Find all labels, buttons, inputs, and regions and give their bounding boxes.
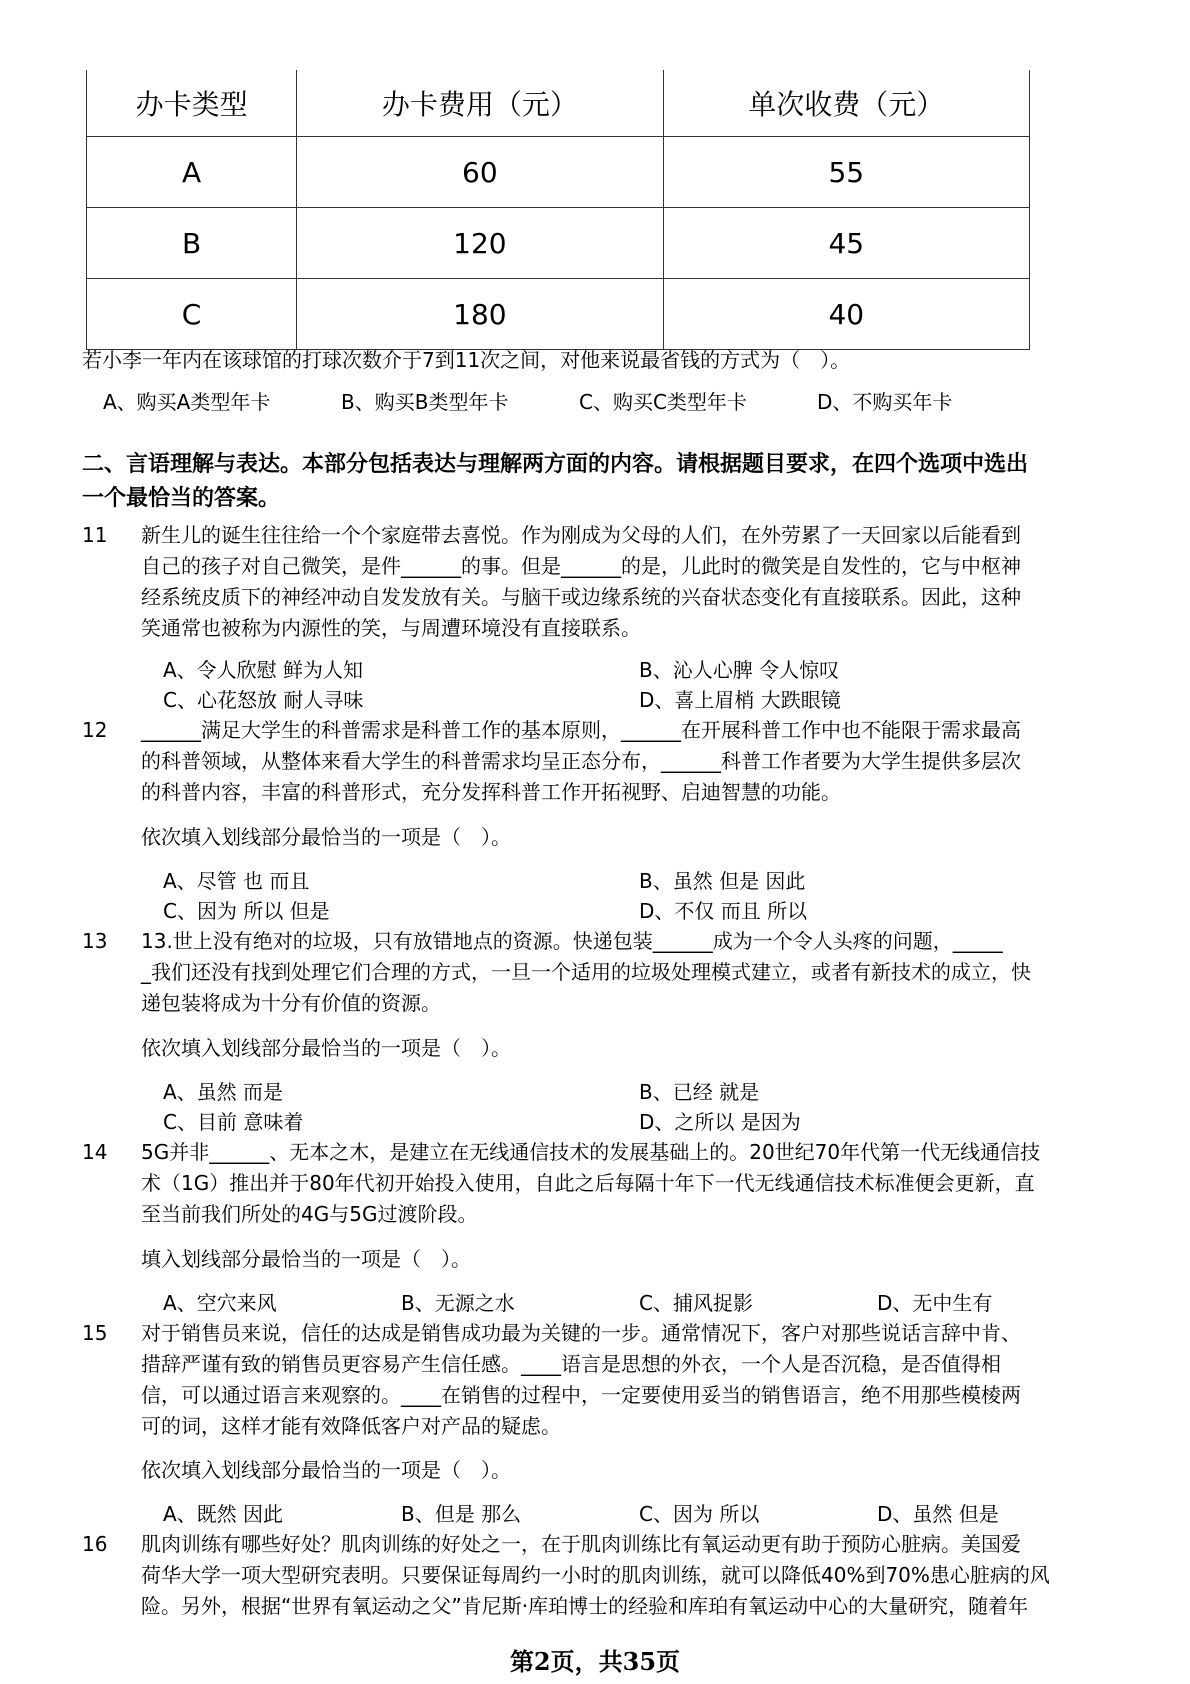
question-14-body xyxy=(141,1137,1096,1230)
question-line: 新生儿的诞生往往给一个个家庭带去喜悦。作为刚成为父母的人们，在外劳累了一天回家以后能看到 xyxy=(141,523,1021,547)
section-heading-line1: 二、言语理解与表达。本部分包括表达与理解两方面的内容。请根据题目要求，在四个选项中选出 xyxy=(82,452,1029,477)
table-header: 办卡类型 xyxy=(87,70,297,137)
question-12-body xyxy=(141,715,1096,808)
question-line: 13.世上没有绝对的垃圾，只有放错地点的资源。快递包装______成为一个令人头疼的问题，_____ xyxy=(141,929,1003,953)
question-line: _我们还没有找到处理它们合理的方式，一旦一个适用的垃圾处理模式建立，或者有新技术的成立，快 xyxy=(141,960,1031,984)
question-number: 11 xyxy=(82,523,108,547)
question-15-body xyxy=(141,1318,1096,1442)
table-cell: 55 xyxy=(663,137,1029,208)
question-line: 笑通常也被称为内源性的笑，与周遭环境没有直接联系。 xyxy=(141,616,641,640)
option-c[interactable]: C、因为 所以 但是 xyxy=(163,899,330,923)
option-d[interactable]: D、喜上眉梢 大跌眼镜 xyxy=(639,688,841,712)
option-d[interactable]: D、不仅 而且 所以 xyxy=(639,899,808,923)
question-prompt: 依次填入划线部分最恰当的一项是（ ）。 xyxy=(141,1036,511,1060)
option-a[interactable]: A、既然 因此 xyxy=(163,1502,284,1526)
table-cell: 40 xyxy=(663,279,1029,350)
option-a[interactable]: A、空穴来风 xyxy=(163,1291,277,1315)
table-header-row xyxy=(87,70,1030,137)
question-line: 可的词，这样才能有效降低客户对产品的疑虑。 xyxy=(141,1414,561,1438)
question-line: 经系统皮质下的神经冲动自发发放有关。与脑干或边缘系统的兴奋状态变化有直接联系。因此，这种 xyxy=(141,585,1021,609)
table-cell: 60 xyxy=(297,137,663,208)
question-number: 14 xyxy=(82,1140,108,1164)
question-line: 的科普内容，丰富的科普形式，充分发挥科普工作开拓视野、启迪智慧的功能。 xyxy=(141,780,841,804)
question-number: 13 xyxy=(82,929,108,953)
option-d[interactable]: D、不购买年卡 xyxy=(817,390,953,414)
question-13-body xyxy=(141,926,1096,1019)
question-line: 措辞严谨有致的销售员更容易产生信任感。____语言是思想的外衣，一个人是否沉稳，是否值得相 xyxy=(141,1352,1001,1376)
prev-question-text: 若小李一年内在该球馆的打球次数介于7到11次之间，对他来说最省钱的方式为（ ）。 xyxy=(82,348,851,372)
question-number: 15 xyxy=(82,1321,108,1345)
question-line: 信，可以通过语言来观察的。____在销售的过程中，一定要使用妥当的销售语言，绝不用那些模棱两 xyxy=(141,1383,1021,1407)
table-cell: A xyxy=(87,137,297,208)
question-line: 险。另外，根据“世界有氧运动之父”肯尼斯·库珀博士的经验和库珀有氧运动中心的大量研究，随着年 xyxy=(141,1594,1029,1618)
option-b[interactable]: B、但是 那么 xyxy=(401,1502,522,1526)
option-d[interactable]: D、之所以 是因为 xyxy=(639,1110,801,1134)
option-b[interactable]: B、虽然 但是 因此 xyxy=(639,869,806,893)
question-line: 递包装将成为十分有价值的资源。 xyxy=(141,991,441,1015)
table-row xyxy=(87,279,1030,350)
card-fee-table xyxy=(86,70,1030,350)
table-header: 单次收费（元） xyxy=(663,70,1029,137)
question-line: 术（1G）推出并于80年代初开始投入使用，自此之后每隔十年下一代无线通信技术标准便会更新，直 xyxy=(141,1171,1035,1195)
question-number: 12 xyxy=(82,718,108,742)
option-a[interactable]: A、尽管 也 而且 xyxy=(163,869,310,893)
question-line: 的科普领域，从整体来看大学生的科普需求均呈正态分布，______科普工作者要为大学生提供多层次 xyxy=(141,749,1021,773)
table-cell: C xyxy=(87,279,297,350)
section-heading-line2: 一个最恰当的答案。 xyxy=(82,486,281,511)
question-line: 荷华大学一项大型研究表明。只要保证每周约一小时的肌肉训练，就可以降低40%到70%患心脏病的风 xyxy=(141,1563,1050,1587)
table-cell: 45 xyxy=(663,208,1029,279)
table-cell: 180 xyxy=(297,279,663,350)
question-prompt: 依次填入划线部分最恰当的一项是（ ）。 xyxy=(141,825,511,849)
table-row xyxy=(87,208,1030,279)
option-b[interactable]: B、沁人心脾 令人惊叹 xyxy=(639,658,840,682)
option-d[interactable]: D、无中生有 xyxy=(877,1291,993,1315)
option-d[interactable]: D、虽然 但是 xyxy=(877,1502,999,1526)
option-c[interactable]: C、心花怒放 耐人寻味 xyxy=(163,688,364,712)
question-16-body xyxy=(141,1529,1096,1622)
question-line: 5G并非______、无本之木，是建立在无线通信技术的发展基础上的。20世纪70年代第一代无线通信技 xyxy=(141,1140,1041,1164)
table-header: 办卡费用（元） xyxy=(297,70,663,137)
option-a[interactable]: A、购买A类型年卡 xyxy=(103,390,271,414)
question-line: 至当前我们所处的4G与5G过渡阶段。 xyxy=(141,1202,478,1226)
option-c[interactable]: C、购买C类型年卡 xyxy=(579,390,747,414)
option-c[interactable]: C、目前 意味着 xyxy=(163,1110,304,1134)
option-a[interactable]: A、令人欣慰 鲜为人知 xyxy=(163,658,364,682)
question-prompt: 填入划线部分最恰当的一项是（ ）。 xyxy=(141,1247,471,1271)
option-c[interactable]: C、捕风捉影 xyxy=(639,1291,753,1315)
option-b[interactable]: B、无源之水 xyxy=(401,1291,515,1315)
question-number: 16 xyxy=(82,1532,108,1556)
question-line: 对于销售员来说，信任的达成是销售成功最为关键的一步。通常情况下，客户对那些说话言辞中肯、 xyxy=(141,1321,1021,1345)
option-b[interactable]: B、购买B类型年卡 xyxy=(341,390,509,414)
table-cell: B xyxy=(87,208,297,279)
table-cell: 120 xyxy=(297,208,663,279)
table-row xyxy=(87,137,1030,208)
question-line: 肌肉训练有哪些好处？肌肉训练的好处之一，在于肌肉训练比有氧运动更有助于预防心脏病。美国爱 xyxy=(141,1532,1021,1556)
question-prompt: 依次填入划线部分最恰当的一项是（ ）。 xyxy=(141,1458,511,1482)
option-a[interactable]: A、虽然 而是 xyxy=(163,1080,284,1104)
option-b[interactable]: B、已经 就是 xyxy=(639,1080,760,1104)
question-11-body xyxy=(141,520,1096,644)
question-line: 自己的孩子对自己微笑，是件______的事。但是______的是，儿此时的微笑是自发性的，它与中枢神 xyxy=(141,554,1021,578)
page-footer: 第2页，共35页 xyxy=(509,1647,681,1676)
option-c[interactable]: C、因为 所以 xyxy=(639,1502,760,1526)
question-line: ______满足大学生的科普需求是科普工作的基本原则，______在开展科普工作中也不能限于需求最高 xyxy=(141,718,1021,742)
